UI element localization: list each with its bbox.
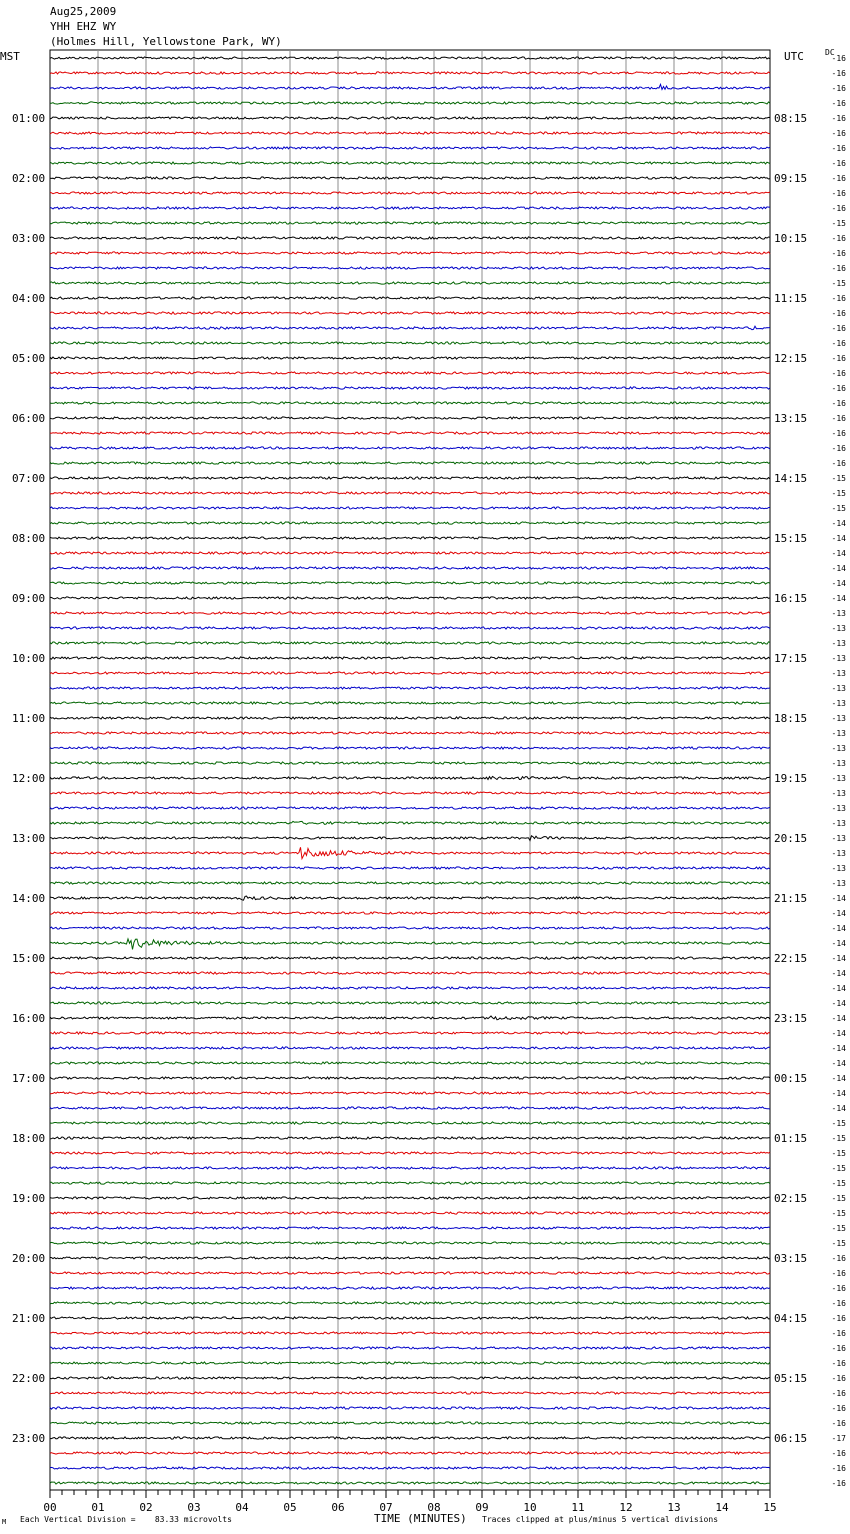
seismic-trace	[50, 462, 770, 464]
dc-offset-label: -15	[831, 219, 846, 228]
left-time-label: 04:00	[12, 292, 46, 305]
right-time-label: 00:15	[774, 1072, 808, 1085]
dc-offset-label: -16	[831, 294, 846, 303]
dc-offset-label: -15	[831, 1134, 846, 1143]
seismic-trace	[50, 117, 770, 119]
right-time-label: 14:15	[774, 472, 808, 485]
left-time-label: 01:00	[12, 112, 46, 125]
x-tick-label: 05	[283, 1501, 297, 1514]
x-tick-label: 04	[235, 1501, 249, 1514]
x-tick-label: 00	[43, 1501, 57, 1514]
dc-offset-label: -16	[831, 1374, 846, 1383]
seismic-trace	[50, 1422, 770, 1424]
seismic-trace	[50, 252, 770, 254]
seismic-trace	[50, 1227, 770, 1229]
seismic-trace	[50, 1137, 770, 1139]
seismic-trace	[50, 657, 770, 659]
dc-offset-label: -16	[831, 114, 846, 123]
seismic-trace	[50, 1107, 770, 1109]
dc-offset-label: -14	[831, 1089, 846, 1098]
dc-offset-label: -16	[831, 459, 846, 468]
dc-offset-label: -16	[831, 309, 846, 318]
left-timezone-label: MST	[0, 50, 20, 63]
seismic-trace	[50, 1152, 770, 1154]
seismic-trace	[50, 177, 770, 179]
dc-offset-label: -17	[831, 1434, 846, 1443]
right-time-label: 01:15	[774, 1132, 808, 1145]
x-tick-label: 03	[187, 1501, 201, 1514]
seismic-trace	[50, 672, 770, 674]
seismic-trace	[50, 312, 770, 314]
seismic-trace	[50, 836, 770, 841]
dc-offset-label: -16	[831, 204, 846, 213]
dc-offset-label: -14	[831, 924, 846, 933]
seismic-trace	[50, 237, 770, 239]
station-title: YHH EHZ WY	[50, 20, 117, 33]
x-tick-label: 06	[331, 1501, 345, 1514]
seismic-trace	[50, 192, 770, 194]
seismic-trace	[50, 1257, 770, 1259]
seismic-trace	[50, 1362, 770, 1364]
dc-offset-label: -13	[831, 759, 846, 768]
dc-offset-label: -14	[831, 1074, 846, 1083]
right-time-label: 21:15	[774, 892, 808, 905]
left-time-label: 11:00	[12, 712, 46, 725]
seismic-trace	[50, 1167, 770, 1169]
seismic-trace	[50, 972, 770, 974]
dc-offset-label: -13	[831, 834, 846, 843]
dc-offset-label: -15	[831, 1239, 846, 1248]
seismic-trace	[50, 267, 770, 269]
dc-offset-label: -16	[831, 174, 846, 183]
dc-offset-label: -13	[831, 624, 846, 633]
dc-offset-label: -16	[831, 1284, 846, 1293]
right-time-label: 10:15	[774, 232, 808, 245]
dc-offset-label: -14	[831, 999, 846, 1008]
x-tick-label: 08	[427, 1501, 441, 1514]
seismic-trace	[50, 747, 770, 749]
dc-offset-label: -13	[831, 729, 846, 738]
dc-offset-label: -14	[831, 954, 846, 963]
dc-offset-label: -14	[831, 534, 846, 543]
dc-offset-label: -13	[831, 654, 846, 663]
dc-offset-label: -14	[831, 1059, 846, 1068]
seismic-trace	[50, 1287, 770, 1289]
dc-offset-label: -15	[831, 1119, 846, 1128]
dc-offset-label: -13	[831, 639, 846, 648]
dc-offset-label: -16	[831, 1464, 846, 1473]
seismic-trace	[50, 1016, 770, 1020]
dc-offset-label: -16	[831, 1389, 846, 1398]
seismic-trace	[50, 72, 770, 74]
dc-offset-label: -16	[831, 444, 846, 453]
x-tick-label: 11	[571, 1501, 585, 1514]
dc-offset-label: -15	[831, 1164, 846, 1173]
seismic-trace	[50, 821, 770, 824]
seismic-trace	[50, 372, 770, 374]
seismic-trace	[50, 1347, 770, 1349]
x-tick-label: 10	[523, 1501, 537, 1514]
right-time-label: 18:15	[774, 712, 808, 725]
left-time-label: 22:00	[12, 1372, 46, 1385]
dc-offset-label: -14	[831, 1029, 846, 1038]
left-time-label: 09:00	[12, 592, 46, 605]
trace-rows	[50, 57, 770, 1484]
seismic-trace	[50, 717, 770, 719]
dc-offset-label: -16	[831, 354, 846, 363]
dc-offset-label: -16	[831, 429, 846, 438]
dc-offset-label: -14	[831, 564, 846, 573]
dc-offset-label: -14	[831, 1104, 846, 1113]
seismic-trace	[50, 627, 770, 629]
dc-offset-label: -15	[831, 504, 846, 513]
left-time-label: 10:00	[12, 652, 46, 665]
seismic-trace	[50, 867, 770, 869]
seismic-trace	[50, 282, 770, 284]
dc-offset-label: -13	[831, 789, 846, 798]
seismic-trace	[50, 537, 770, 539]
right-time-label: 20:15	[774, 832, 808, 845]
seismic-trace	[50, 207, 770, 209]
seismic-trace	[50, 1122, 770, 1124]
dc-offset-label: -13	[831, 849, 846, 858]
left-time-label: 15:00	[12, 952, 46, 965]
dc-offset-label: -14	[831, 939, 846, 948]
seismic-trace	[50, 987, 770, 989]
dc-offset-label: -16	[831, 1404, 846, 1413]
seismic-trace	[50, 1407, 770, 1409]
dc-offset-label: -14	[831, 594, 846, 603]
clip-note: Traces clipped at plus/minus 5 vertical divisions	[482, 1515, 719, 1524]
dc-offset-label: -16	[831, 1314, 846, 1323]
seismic-trace	[50, 222, 770, 224]
plot-frame	[50, 50, 770, 1490]
dc-offset-label: -16	[831, 1329, 846, 1338]
seismic-trace	[50, 492, 770, 494]
dc-label: DC	[825, 48, 835, 57]
dc-offset-label: -13	[831, 744, 846, 753]
scale-note: Each Vertical Division = 83.33 microvolts	[20, 1515, 232, 1524]
seismic-trace	[50, 297, 770, 299]
right-time-label: 08:15	[774, 112, 808, 125]
dc-offset-label: -14	[831, 969, 846, 978]
dc-offset-label: -16	[831, 1449, 846, 1458]
location-title: (Holmes Hill, Yellowstone Park, WY)	[50, 35, 282, 48]
dc-offset-label: -16	[831, 54, 846, 63]
date-title: Aug25,2009	[50, 5, 117, 18]
seismic-trace	[50, 612, 770, 614]
left-time-label: 23:00	[12, 1432, 46, 1445]
seismic-trace	[50, 1197, 770, 1199]
dc-offset-label: -16	[831, 1299, 846, 1308]
dc-offset-label: -13	[831, 684, 846, 693]
seismic-trace	[50, 1047, 770, 1049]
seismic-trace	[50, 642, 770, 644]
dc-offset-label: -15	[831, 1224, 846, 1233]
x-tick-label: 15	[763, 1501, 777, 1514]
dc-offset-label: -16	[831, 69, 846, 78]
seismic-trace	[50, 357, 770, 359]
dc-offset-label: -16	[831, 1269, 846, 1278]
dc-offset-label: -16	[831, 414, 846, 423]
seismic-trace	[50, 1092, 770, 1094]
dc-offset-label: -16	[831, 144, 846, 153]
left-time-label: 20:00	[12, 1252, 46, 1265]
seismic-trace	[50, 552, 770, 554]
dc-offset-label: -13	[831, 774, 846, 783]
left-time-label: 19:00	[12, 1192, 46, 1205]
dc-offset-label: -16	[831, 399, 846, 408]
seismic-trace	[50, 1032, 770, 1034]
right-time-label: 15:15	[774, 532, 808, 545]
seismic-trace	[50, 582, 770, 584]
right-time-label: 16:15	[774, 592, 808, 605]
seismic-trace	[50, 1332, 770, 1334]
seismic-trace	[50, 939, 770, 950]
dc-offset-label: -14	[831, 519, 846, 528]
left-time-label: 02:00	[12, 172, 46, 185]
dc-offset-label: -16	[831, 1359, 846, 1368]
seismic-trace	[50, 792, 770, 794]
dc-offset-label: -16	[831, 84, 846, 93]
seismic-trace	[50, 702, 770, 704]
time-labels	[12, 54, 846, 1514]
seismic-trace	[50, 1302, 770, 1304]
seismic-trace	[50, 776, 770, 779]
dc-offset-label: -14	[831, 1044, 846, 1053]
x-tick-label: 07	[379, 1501, 393, 1514]
dc-offset-label: -15	[831, 1179, 846, 1188]
seismic-trace	[50, 84, 770, 89]
left-time-label: 21:00	[12, 1312, 46, 1325]
dc-offset-label: -16	[831, 324, 846, 333]
seismic-trace	[50, 477, 770, 479]
seismic-trace	[50, 687, 770, 689]
seismic-trace	[50, 847, 770, 858]
dc-offset-label: -13	[831, 669, 846, 678]
dc-offset-label: -15	[831, 1149, 846, 1158]
left-time-label: 13:00	[12, 832, 46, 845]
seismic-trace	[50, 387, 770, 389]
dc-offset-label: -16	[831, 99, 846, 108]
seismic-trace	[50, 1077, 770, 1079]
seismic-trace	[50, 132, 770, 134]
seismic-trace	[50, 1482, 770, 1484]
left-time-label: 18:00	[12, 1132, 46, 1145]
dc-offset-label: -13	[831, 864, 846, 873]
right-time-label: 04:15	[774, 1312, 808, 1325]
left-time-label: 03:00	[12, 232, 46, 245]
x-axis	[50, 1490, 770, 1498]
x-tick-label: 13	[667, 1501, 681, 1514]
x-tick-label: 14	[715, 1501, 729, 1514]
right-time-label: 12:15	[774, 352, 808, 365]
dc-offset-label: -16	[831, 249, 846, 258]
seismic-trace	[50, 896, 770, 900]
seismic-trace	[50, 567, 770, 569]
left-time-label: 17:00	[12, 1072, 46, 1085]
dc-offset-label: -15	[831, 1194, 846, 1203]
dc-offset-label: -16	[831, 1479, 846, 1488]
seismic-trace	[50, 162, 770, 164]
dc-offset-label: -13	[831, 804, 846, 813]
dc-offset-label: -16	[831, 234, 846, 243]
seismic-trace	[50, 597, 770, 599]
right-time-label: 23:15	[774, 1012, 808, 1025]
dc-offset-label: -16	[831, 189, 846, 198]
dc-offset-label: -16	[831, 339, 846, 348]
dc-offset-label: -14	[831, 579, 846, 588]
dc-offset-label: -16	[831, 129, 846, 138]
right-time-label: 11:15	[774, 292, 808, 305]
seismic-trace	[50, 1242, 770, 1244]
dc-offset-label: -13	[831, 714, 846, 723]
seismic-trace	[50, 447, 770, 449]
seismic-trace	[50, 927, 770, 929]
seismic-trace	[50, 1272, 770, 1274]
seismic-trace	[50, 342, 770, 344]
seismic-trace	[50, 1182, 770, 1184]
dc-offset-label: -16	[831, 369, 846, 378]
dc-offset-label: -16	[831, 1419, 846, 1428]
left-time-label: 14:00	[12, 892, 46, 905]
dc-offset-label: -16	[831, 1344, 846, 1353]
dc-offset-label: -16	[831, 264, 846, 273]
left-time-label: 12:00	[12, 772, 46, 785]
seismic-trace	[50, 1062, 770, 1064]
seismic-trace	[50, 57, 770, 59]
seismic-trace	[50, 432, 770, 434]
x-axis-title: TIME (MINUTES)	[374, 1512, 467, 1525]
seismic-trace	[50, 417, 770, 419]
right-time-label: 17:15	[774, 652, 808, 665]
dc-offset-label: -14	[831, 984, 846, 993]
dc-offset-label: -13	[831, 879, 846, 888]
dc-offset-label: -15	[831, 1209, 846, 1218]
right-time-label: 22:15	[774, 952, 808, 965]
dc-offset-label: -16	[831, 1254, 846, 1263]
dc-offset-label: -15	[831, 279, 846, 288]
left-time-label: 05:00	[12, 352, 46, 365]
seismic-trace	[50, 507, 770, 509]
seismic-trace	[50, 1212, 770, 1214]
right-time-label: 05:15	[774, 1372, 808, 1385]
left-time-label: 07:00	[12, 472, 46, 485]
seismic-trace	[50, 882, 770, 884]
dc-offset-label: -14	[831, 909, 846, 918]
left-time-label: 06:00	[12, 412, 46, 425]
seismic-trace	[50, 1317, 770, 1319]
right-timezone-label: UTC	[784, 50, 804, 63]
dc-offset-label: -15	[831, 474, 846, 483]
left-time-label: 16:00	[12, 1012, 46, 1025]
seismic-trace	[50, 1467, 770, 1469]
corner-mark: M	[2, 1518, 7, 1526]
x-tick-label: 12	[619, 1501, 633, 1514]
seismic-trace	[50, 1002, 770, 1004]
seismic-trace	[50, 957, 770, 959]
dc-offset-label: -14	[831, 1014, 846, 1023]
dc-offset-label: -15	[831, 489, 846, 498]
left-time-label: 08:00	[12, 532, 46, 545]
dc-offset-label: -16	[831, 384, 846, 393]
x-tick-label: 01	[91, 1501, 105, 1514]
seismic-trace	[50, 1377, 770, 1379]
dc-offset-label: -13	[831, 819, 846, 828]
seismic-trace	[50, 326, 770, 330]
x-tick-label: 09	[475, 1501, 489, 1514]
right-time-label: 06:15	[774, 1432, 808, 1445]
seismic-trace	[50, 1452, 770, 1454]
seismic-trace	[50, 732, 770, 734]
dc-offset-label: -14	[831, 894, 846, 903]
right-time-label: 02:15	[774, 1192, 808, 1205]
dc-offset-label: -13	[831, 699, 846, 708]
dc-offset-label: -16	[831, 159, 846, 168]
seismic-trace	[50, 762, 770, 764]
seismic-trace	[50, 1437, 770, 1439]
right-time-label: 19:15	[774, 772, 808, 785]
dc-offset-label: -14	[831, 549, 846, 558]
seismic-trace	[50, 402, 770, 404]
seismic-trace	[50, 807, 770, 809]
seismic-trace	[50, 522, 770, 524]
x-tick-label: 02	[139, 1501, 153, 1514]
dc-offset-label: -13	[831, 609, 846, 618]
seismic-trace	[50, 912, 770, 914]
plot-grid	[50, 50, 770, 1490]
seismic-trace	[50, 102, 770, 104]
right-time-label: 03:15	[774, 1252, 808, 1265]
seismic-trace	[50, 147, 770, 149]
right-time-label: 09:15	[774, 172, 808, 185]
right-time-label: 13:15	[774, 412, 808, 425]
seismic-trace	[50, 1392, 770, 1394]
